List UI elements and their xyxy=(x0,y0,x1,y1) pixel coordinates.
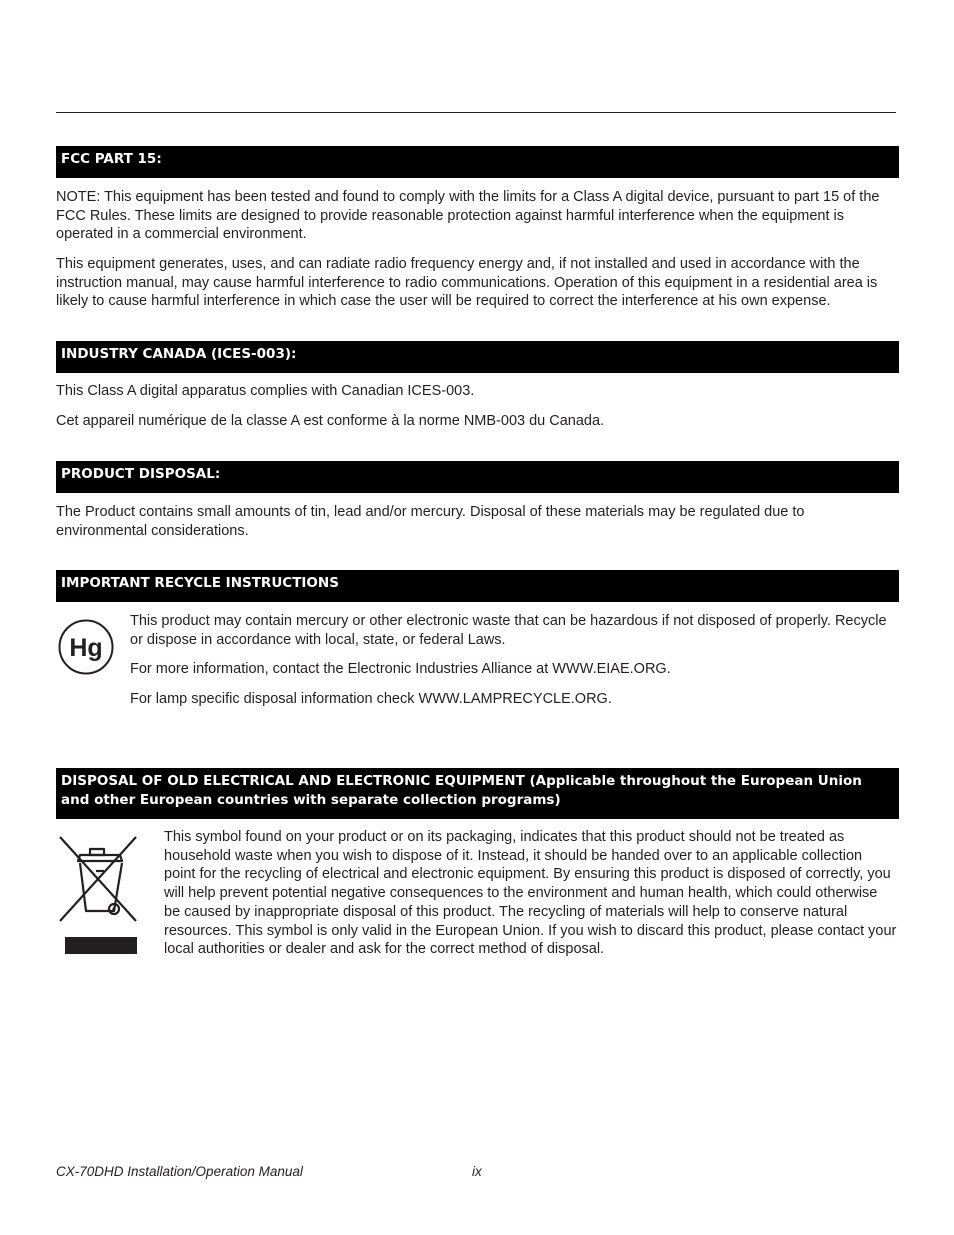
footer-page-number: ix xyxy=(472,1164,482,1179)
disposal-paragraph-1: The Product contains small amounts of tin, lead and/or mercury. Disposal of these materials may be regulated due to environmental considerations. xyxy=(56,504,805,539)
canada-paragraph-2: Cet appareil numérique de la classe A est conforme à la norme NMB-003 du Canada. xyxy=(56,413,605,429)
weee-paragraph-1: This symbol found on your product or on its packaging, indicates that this product should not be treated as household waste when you wish to dispose of it. Instead, it should be handed over to an applicable collection point for the recycling of electrical and electronic equipment. By ensuring this product is disposed of correctly, you will help prevent potential negative consequences to the environment and human health, which could otherwise be caused by inappropriate disposal of this product. The recycling of materials will help to conserve natural resources. This symbol is only valid in the European Union. If you wish to discard this product, please contact your local authorities or dealer and ask for the correct method of disposal. xyxy=(164,829,897,958)
section-heading-industry-canada: INDUSTRY CANADA (ICES-003): xyxy=(56,341,899,373)
section-heading-weee: DISPOSAL OF OLD ELECTRICAL AND ELECTRONIC EQUIPMENT (Applicable throughout the European Union and other European countries with separate collection programs) xyxy=(56,768,899,819)
section-heading-recycle: IMPORTANT RECYCLE INSTRUCTIONS xyxy=(56,570,899,602)
recycle-paragraph-2: For more information, contact the Electronic Industries Alliance at WWW.EIAE.ORG. xyxy=(130,661,671,677)
canada-paragraph-1: This Class A digital apparatus complies with Canadian ICES-003. xyxy=(56,383,475,399)
section-heading-fcc: FCC PART 15: xyxy=(56,146,899,178)
fcc-paragraph-1: NOTE: This equipment has been tested and found to comply with the limits for a Class A digital device, pursuant to part 15 of the FCC Rules. These limits are designed to provide reasonable protection against harmful interference when the equipment is operated in a commercial environment. xyxy=(56,189,880,243)
mercury-hg-icon xyxy=(58,619,114,675)
hg-icon-label: Hg xyxy=(69,634,103,662)
fcc-paragraph-2: This equipment generates, uses, and can radiate radio frequency energy and, if not installed and used in accordance with the instruction manual, may cause harmful interference to radio communications. Operation of this equipment in a residential area is likely to cause harmful interference in which case the user will be required to correct the interference at his own expense. xyxy=(56,256,878,310)
recycle-paragraph-1: This product may contain mercury or other electronic waste that can be hazardous if not disposed of properly. Recycle or dispose in accordance with local, state, or federal Laws. xyxy=(130,613,887,648)
recycle-paragraph-3: For lamp specific disposal information check WWW.LAMPRECYCLE.ORG. xyxy=(130,691,612,707)
crossed-out-wheelie-bin-icon xyxy=(56,833,140,957)
top-rule xyxy=(56,112,896,113)
footer-manual-title: CX-70DHD Installation/Operation Manual xyxy=(56,1164,303,1179)
section-heading-product-disposal: PRODUCT DISPOSAL: xyxy=(56,461,899,493)
